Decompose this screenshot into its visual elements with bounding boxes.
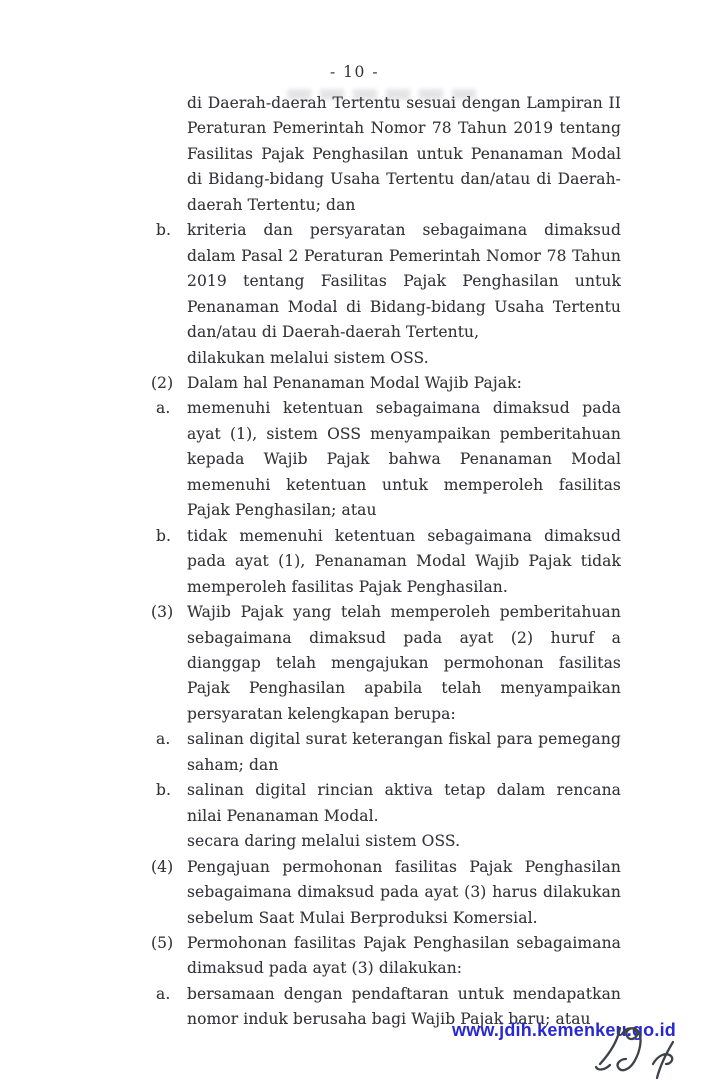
list-item-b xyxy=(156,524,621,600)
jdih-watermark-url: www.jdih.kemenkeu.go.id xyxy=(452,1020,676,1040)
list-marker: b. xyxy=(156,526,172,545)
list-item-b xyxy=(156,778,621,829)
closing-line: dilakukan melalui sistem OSS. xyxy=(187,348,429,367)
list-item-b xyxy=(156,218,621,345)
paragraph-continuation: di Daerah-daerah Tertentu sesuai dengan Lampiran II Peraturan Pemerintah Nomor 78 Tahun 2019 tentang Fasilitas Pajak Penghasilan untuk Penanaman Modal di Bidang-bidang Usaha Tertentu dan/atau di Daerah-daerah Tertentu; dan xyxy=(187,94,621,214)
list-item-text: kriteria dan persyaratan sebagaimana dimaksud dalam Pasal 2 Peraturan Pemerintah Nomor 78 Tahun 2019 tentang Fasilitas Pajak Penghasilan untuk Penanaman Modal di Bidang-bidang Usaha Tertentu dan/atau di Daerah-daerah Tertentu, xyxy=(187,221,621,342)
closing-line: secara daring melalui sistem OSS. xyxy=(187,832,461,851)
ayat-marker: (4) xyxy=(151,857,174,876)
ayat-marker: (5) xyxy=(151,933,174,952)
ayat-marker: (2) xyxy=(151,373,174,392)
list-marker: a. xyxy=(156,730,171,749)
list-item-a xyxy=(156,727,621,778)
list-marker: a. xyxy=(156,984,171,1003)
list-item-a xyxy=(156,396,621,523)
body-text xyxy=(151,91,621,1033)
ayat-text: Pengajuan permohonan fasilitas Pajak Penghasilan sebagaimana dimaksud pada ayat (3) harus dilakukan sebelum Saat Mulai Berproduksi Komersial. xyxy=(187,857,621,927)
handwritten-initial-mark xyxy=(646,1038,682,1080)
ayat-item-5 xyxy=(151,931,621,982)
list-item-text: bersamaan dengan pendaftaran untuk mendapatkan nomor induk berusaha bagi Wajib Pajak baru; atau xyxy=(187,984,621,1029)
list-marker: a. xyxy=(156,399,171,418)
list-marker: b. xyxy=(156,221,172,240)
list-item-text: memenuhi ketentuan sebagaimana dimaksud pada ayat (1), sistem OSS menyampaikan pemberitahuan kepada Wajib Pajak bahwa Penanaman Modal memenuhi ketentuan untuk memperoleh fasilitas Pajak Penghasilan; atau xyxy=(187,399,621,520)
list-item-text: salinan digital surat keterangan fiskal para pemegang saham; dan xyxy=(187,730,621,774)
page-number: - 10 - xyxy=(330,63,380,81)
list-marker: b. xyxy=(156,781,172,800)
ayat-item-4 xyxy=(151,855,621,931)
ayat-marker: (3) xyxy=(151,603,174,622)
ayat-text: Dalam hal Penanaman Modal Wajib Pajak: xyxy=(187,373,522,392)
handwritten-initial-mark xyxy=(590,1022,642,1078)
ayat-item-2 xyxy=(151,371,621,396)
list-item-text: salinan digital rincian aktiva tetap dalam rencana nilai Penanaman Modal. xyxy=(187,781,621,825)
list-item-text: tidak memenuhi ketentuan sebagaimana dimaksud pada ayat (1), Penanaman Modal Wajib Pajak tidak memperoleh fasilitas Pajak Penghasilan. xyxy=(187,526,621,596)
ayat-text: Wajib Pajak yang telah memperoleh pemberitahuan sebagaimana dimaksud pada ayat (2) huruf a dianggap telah mengajukan permohonan fasilitas Pajak Penghasilan apabila telah menyampaikan persyaratan kelengkapan berupa: xyxy=(187,603,621,723)
ayat-text: Permohonan fasilitas Pajak Penghasilan sebagaimana dimaksud pada ayat (3) dilakukan: xyxy=(187,933,621,978)
ayat-item-3 xyxy=(151,600,621,727)
